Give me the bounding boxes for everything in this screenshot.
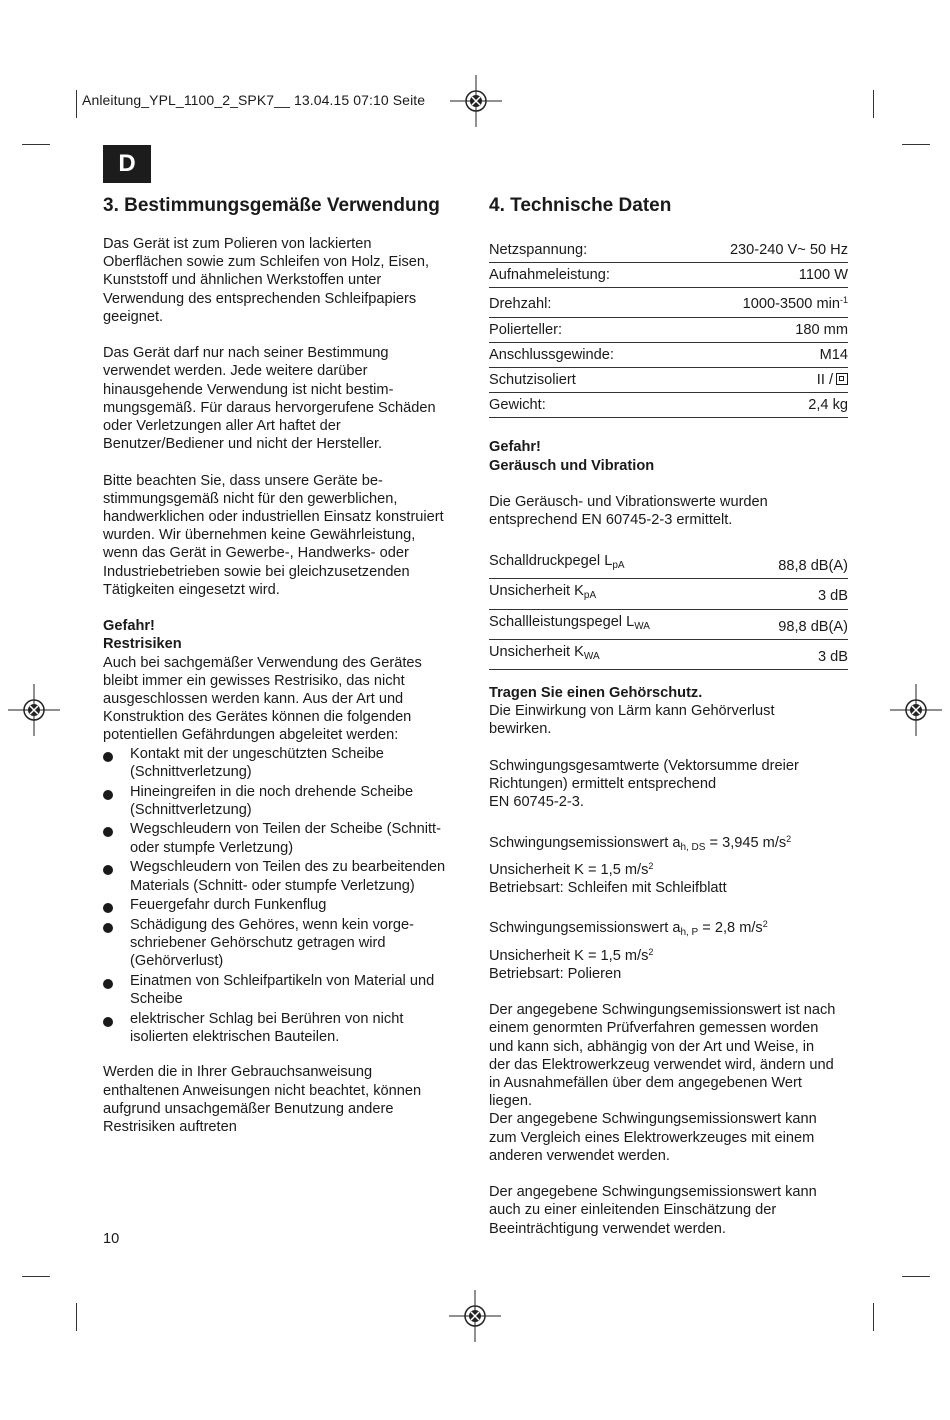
list-item: [103, 916, 473, 971]
text-line: Hineingreifen in die noch drehende Scheibe: [130, 783, 414, 800]
text-line: Auch bei sachgemäßer Verwendung des Gerätes: [103, 654, 422, 671]
spec-label: Aufnahmeleistung:: [489, 263, 674, 288]
subscript: pA: [612, 560, 625, 572]
text-line: anderen verwendet werden.: [489, 1147, 670, 1164]
spec-value: II /: [674, 368, 848, 393]
table-row: [489, 639, 848, 669]
spec-value: 1000-3500 $\min^{-1}$: [674, 288, 848, 317]
crop-mark: [22, 144, 50, 145]
text-line: Verwendung des entsprechenden Schleifpapiers: [103, 290, 417, 307]
text-line: Einatmen von Schleifpartikeln von Material und: [130, 973, 435, 990]
text-line: der das Elektrowerkzeug verwendet wird, ändern und: [489, 1056, 834, 1073]
vibration-value: Schwingungsemissionswert $a_{h, DS} = 3,945$ $m/s^2$: [489, 833, 792, 853]
text-line: oder Verletzungen aller Art haftet der: [103, 418, 341, 435]
text-line: Der angegebene Schwingungsemissionswert ist nach: [489, 1002, 836, 1019]
vibration-value-block: [489, 915, 849, 983]
crop-mark: [76, 1303, 77, 1331]
text-line: Materials (Schnitt- oder stumpfe Verletzung): [130, 877, 415, 894]
text-line: Bitte beachten Sie, dass unsere Geräte be-: [103, 472, 383, 489]
text-line: auch zu einer einleitenden Einschätzung der: [489, 1202, 777, 1219]
registration-mark-icon: [450, 75, 502, 127]
superscript: 2: [648, 946, 654, 957]
crop-mark: [76, 90, 77, 118]
list-item-text: [130, 973, 434, 1007]
text-line: Die Einwirkung von Lärm kann Gehörverlust: [489, 703, 775, 720]
list-item-text: [130, 1011, 403, 1045]
bullet-icon: [103, 865, 113, 875]
list-item: [103, 820, 473, 856]
text-line: Die Geräusch- und Vibrationswerte wurden: [489, 493, 768, 510]
spec-value: 180 mm: [674, 317, 848, 342]
text-line: bewirken.: [489, 721, 552, 738]
table-row: [489, 263, 848, 288]
table-row: [489, 368, 848, 393]
bullet-icon: [103, 752, 113, 762]
text-line: Benutzer/Bediener und nicht der Hersteller.: [103, 436, 383, 453]
superscript: 2: [786, 833, 792, 844]
spec-label: Gewicht:: [489, 393, 674, 418]
text-line: (Gehörverlust): [130, 953, 224, 970]
text-line: potentiellen Gefährdungen abgeleitet werden:: [103, 727, 399, 744]
bullet-icon: [103, 790, 113, 800]
text-line: Konstruktion des Gerätes können die folgenden: [103, 709, 412, 726]
list-item-text: [130, 784, 413, 818]
noise-label: Schalldruckpegel $L_{pA}$: [489, 549, 739, 579]
text-line: hinausgehende Verwendung ist nicht bestim-: [103, 381, 394, 398]
subscript: h, DS: [680, 841, 706, 853]
operating-mode: Betriebsart: Polieren: [489, 965, 622, 982]
paragraph: [489, 757, 849, 812]
bullet-icon: [103, 923, 113, 933]
table-row: [489, 579, 848, 609]
paragraph: [103, 654, 473, 745]
uncertainty-value: Unsicherheit K = 1,5 $m/s^2$: [489, 946, 654, 964]
section-heading-technical-data: 4. Technische Daten: [489, 195, 672, 216]
table-row: [489, 238, 848, 263]
text-line: entsprechend EN 60745-2-3 ermittelt.: [489, 512, 733, 529]
superscript: -1: [839, 295, 848, 306]
text-line: EN 60745-2-3.: [489, 794, 584, 811]
spec-label: Netzspannung:: [489, 238, 674, 263]
table-row: [489, 393, 848, 418]
text-line: Kontakt mit der ungeschützten Scheibe: [130, 745, 384, 762]
text-line: einem genormten Prüfverfahren gemessen worden: [489, 1020, 819, 1037]
spec-value: 230-240 V~ 50 Hz: [674, 238, 848, 263]
paragraph: [103, 1063, 473, 1136]
subheading-residual-risks: Restrisiken: [103, 636, 182, 653]
noise-value: 3 dB: [739, 639, 848, 669]
text-line: zum Vergleich eines Elektrowerkzeuges mit einem: [489, 1129, 815, 1146]
text-line: Das Gerät ist zum Polieren von lackierten: [103, 236, 372, 252]
text-line: Der angegebene Schwingungsemissionswert kann: [489, 1111, 817, 1128]
right-column: [489, 238, 849, 1256]
text-line: oder stumpfe Verletzung): [130, 839, 294, 856]
language-tab-label: D: [118, 150, 136, 177]
bullet-icon: [103, 827, 113, 837]
vibration-value-block: [489, 830, 849, 898]
text-line: Restrisiken auftreten: [103, 1119, 237, 1135]
spec-value: 1100 W: [674, 263, 848, 288]
bullet-icon: [103, 979, 113, 989]
bullet-icon: [103, 1017, 113, 1027]
spec-label: Schutzisoliert: [489, 368, 674, 393]
paragraph: [103, 344, 473, 453]
text-line: Beeinträchtigung verwendet werden.: [489, 1220, 726, 1237]
text-line: Kunststoff und ähnlichen Werkstoffen unter: [103, 272, 382, 289]
text-line: aufgrund unsachgemäßer Benutzung andere: [103, 1100, 394, 1117]
language-tab: [103, 145, 151, 183]
text-line: Richtungen) ermittelt entsprechend: [489, 776, 717, 793]
noise-label: Schallleistungspegel $L_{WA}$: [489, 609, 739, 639]
table-row: [489, 288, 848, 317]
section-heading-usage: 3. Bestimmungsgemäße Verwendung: [103, 195, 440, 216]
page-number: 10: [103, 1231, 120, 1247]
text-line: Wegschleudern von Teilen der Scheibe (Schnitt-: [130, 821, 441, 838]
superscript: 2: [762, 919, 768, 930]
bullet-icon: [103, 903, 113, 913]
text-line: (Schnittverletzung): [130, 763, 252, 780]
table-row: [489, 342, 848, 367]
registration-mark-icon: [449, 1290, 501, 1342]
text-line: liegen.: [489, 1093, 533, 1110]
list-item: [103, 1010, 473, 1046]
spec-label: Anschlussgewinde:: [489, 342, 674, 367]
double-insulation-icon: [836, 373, 848, 385]
list-item: [103, 858, 473, 894]
text-line: isolierten elektrischen Bauteilen.: [130, 1029, 340, 1046]
paragraph: [103, 472, 473, 599]
text-line: geeignet.: [103, 308, 164, 325]
list-item: [103, 745, 473, 781]
text-line: bleibt immer ein gewisses Restrisiko, das nicht: [103, 672, 405, 689]
spec-label: Polierteller:: [489, 317, 674, 342]
list-item-text: [130, 746, 384, 780]
list-item: [103, 783, 473, 819]
text-line: Schwingungsgesamtwerte (Vektorsumme dreier: [489, 757, 799, 774]
noise-label: Unsicherheit $K_{WA}$: [489, 639, 739, 669]
table-row: [489, 609, 848, 639]
crop-mark: [22, 1276, 50, 1277]
list-item-text: [130, 859, 445, 893]
spec-value: 2,4 kg: [674, 393, 848, 418]
text-line: ausgeschlossen werden kann. Aus der Art und: [103, 691, 404, 708]
paragraph: [489, 1001, 849, 1165]
print-slug: Anleitung_YPL_1100_2_SPK7__ 13.04.15 07:10 Seite: [82, 92, 426, 108]
list-item-text: [130, 897, 326, 913]
danger-label: Gefahr!: [103, 618, 155, 635]
text-line: Das Gerät darf nur nach seiner Bestimmung: [103, 345, 389, 362]
subscript: WA: [634, 620, 650, 632]
text-line: enthaltenen Anweisungen nicht beachtet, können: [103, 1082, 422, 1099]
paragraph: [103, 235, 473, 326]
text-line: handwerklichen oder industriellen Einsatz konstruiert: [103, 509, 444, 526]
text-line: in Ausnahmefällen über dem angegebenen Wert: [489, 1075, 802, 1092]
text-line: Wegschleudern von Teilen des zu bearbeitenden: [130, 859, 446, 876]
list-item: [103, 896, 473, 914]
noise-value: 88,8 dB(A): [739, 549, 848, 579]
spec-value: M14: [674, 342, 848, 367]
table-row: [489, 317, 848, 342]
operating-mode: Betriebsart: Schleifen mit Schleifblatt: [489, 880, 727, 897]
danger-label: Gefahr!: [489, 439, 541, 456]
text-line: Der angegebene Schwingungsemissionswert kann: [489, 1184, 817, 1201]
noise-table: [489, 549, 848, 670]
crop-mark: [902, 144, 930, 145]
text-line: (Schnittverletzung): [130, 801, 252, 818]
text-line: mungsgemäß. Für daraus hervorgerufene Schäden: [103, 399, 436, 416]
noise-value: 3 dB: [739, 579, 848, 609]
list-item-text: [130, 821, 441, 855]
text-line: elektrischer Schlag bei Berühren von nicht: [130, 1010, 404, 1027]
text-line: Feuergefahr durch Funkenflug: [130, 897, 327, 914]
superscript: 2: [648, 860, 654, 871]
subheading-noise-vibration: Geräusch und Vibration: [489, 457, 655, 474]
crop-mark: [902, 1276, 930, 1277]
list-item-text: [130, 917, 414, 969]
paragraph: [489, 702, 849, 738]
registration-mark-icon: [8, 684, 60, 736]
noise-label: Unsicherheit $K_{pA}$: [489, 579, 739, 609]
text-line: Scheibe: [130, 991, 183, 1008]
text-line: Oberflächen sowie zum Schleifen von Holz, Eisen,: [103, 254, 430, 271]
paragraph: [489, 1183, 849, 1238]
text-line: wenn das Gerät in Gewerbe-, Handwerks- oder: [103, 545, 409, 562]
text-line: verwendet werden. Jede weitere darüber: [103, 363, 368, 380]
table-row: [489, 549, 848, 579]
text-line: stimmungsgemäß nicht für den gewerblichen,: [103, 490, 398, 507]
vibration-value: Schwingungsemissionswert $a_{h, P} = 2,8$ $m/s^2$: [489, 919, 768, 939]
subscript: pA: [583, 590, 597, 602]
registration-mark-icon: [890, 684, 942, 736]
noise-value: 98,8 dB(A): [739, 609, 848, 639]
text-line: und kann sich, abhängig von der Art und Weise, in: [489, 1038, 815, 1055]
text-line: wurden. Wir übernehmen keine Gewährleistung,: [103, 527, 416, 544]
text-line: Tätigkeiten eingesetzt wird.: [103, 581, 280, 598]
list-item: [103, 972, 473, 1008]
text-line: Schädigung des Gehöres, wenn kein vorge-: [130, 916, 414, 933]
text-line: Industriebetrieben sowie bei gleichzusetzenden: [103, 563, 410, 580]
crop-mark: [873, 90, 874, 118]
hearing-protection-note: Tragen Sie einen Gehörschutz.: [489, 685, 703, 702]
spec-label: Drehzahl:: [489, 288, 674, 317]
uncertainty-value: Unsicherheit K = 1,5 $m/s^2$: [489, 860, 654, 878]
spec-table: [489, 238, 848, 418]
risk-list: [103, 745, 473, 1047]
paragraph: [489, 493, 849, 529]
text-line: schriebener Gehörschutz getragen wird: [130, 935, 386, 952]
subscript: WA: [583, 650, 600, 662]
left-column: [103, 235, 473, 1154]
crop-mark: [873, 1303, 874, 1331]
text-line: Werden die in Ihrer Gebrauchsanweisung: [103, 1064, 373, 1081]
subscript: h, P: [680, 927, 699, 939]
